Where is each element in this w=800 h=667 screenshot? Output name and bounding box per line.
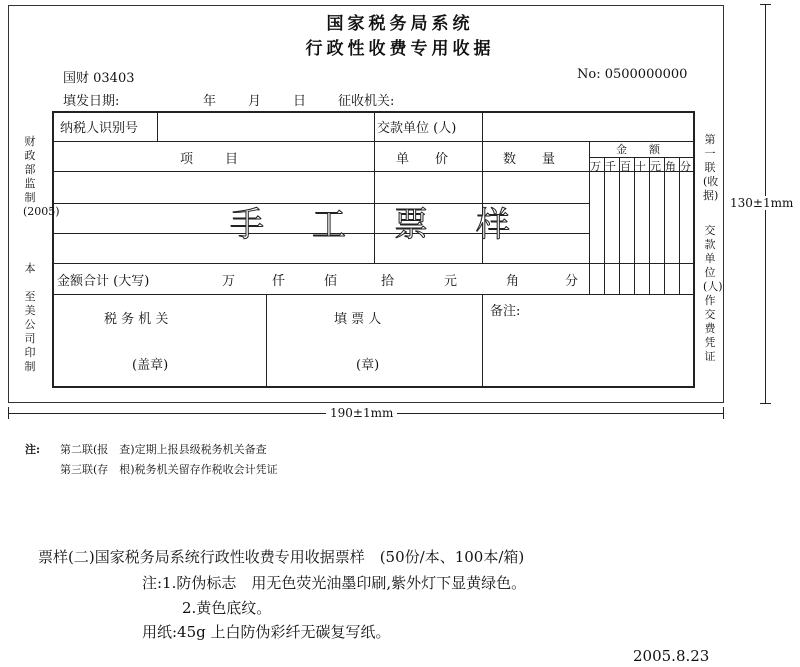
taxpayer-id-label: 纳税人识别号 — [60, 121, 139, 136]
notes-line1: 第二联(报 查)定期上报县级税务机关备查 — [60, 443, 267, 456]
left-margin-mid: 本 — [24, 262, 36, 275]
total-unit-shi: 拾 — [381, 274, 395, 289]
total-unit-yuan: 元 — [444, 274, 458, 289]
caption-line2: 注:1.防伪标志 用无色荧光油墨印刷,紫外灯下显黄绿色。 — [142, 574, 527, 592]
width-dim-tick-right — [723, 407, 724, 419]
title-line2: 行政性收费专用收据 — [305, 39, 495, 59]
total-unit-jiao: 角 — [506, 274, 520, 289]
amount-label: 金 额 — [616, 143, 660, 156]
issue-date-label: 填发日期: — [63, 94, 120, 109]
stamp-char-1: 手 — [230, 205, 264, 245]
unit-yuan: 元 — [650, 160, 661, 173]
caption-line4: 用纸:45g 上白防伪彩纤无碳复写纸。 — [142, 623, 391, 641]
notes-label: 注: — [25, 443, 41, 456]
month-label: 月 — [248, 94, 262, 109]
caption-line3: 2.黄色底纹。 — [182, 599, 272, 617]
height-dimension: 130±1mm — [730, 196, 794, 210]
receipt-table — [52, 111, 695, 388]
unit-fen: 分 — [680, 160, 691, 173]
unit-price-label: 单 价 — [396, 152, 449, 167]
item-label: 项 目 — [180, 152, 241, 167]
height-dim-tick-top — [760, 4, 771, 5]
form-code: 国财 03403 — [63, 71, 135, 86]
year-label: 年 — [203, 94, 217, 109]
width-dimension: 190±1mm — [326, 406, 397, 420]
title-line1: 国家税务局系统 — [326, 14, 474, 34]
unit-jiao: 角 — [665, 160, 676, 173]
stamp-char-4: 样 — [476, 205, 510, 245]
total-unit-bai: 佰 — [324, 274, 338, 289]
day-label: 日 — [293, 94, 307, 109]
stamp-char-3: 票 — [394, 205, 428, 245]
quantity-label: 数 量 — [503, 152, 556, 167]
left-margin-top: 财政部监制(2005) — [23, 135, 60, 218]
serial-number: No: 0500000000 — [577, 67, 688, 82]
stamp-char-2: 工 — [312, 205, 346, 245]
right-margin-bottom: 交款单位(人)作交费凭证 — [703, 224, 723, 363]
total-unit-fen: 分 — [565, 274, 579, 289]
total-unit-qian: 仟 — [272, 274, 286, 289]
unit-wan: 万 — [590, 160, 601, 173]
payer-label: 交款单位 (人) — [377, 121, 457, 136]
right-margin-top: 第一联(收据) — [703, 133, 719, 202]
seal-label: (盖章) — [132, 358, 169, 373]
filler-seal-label: (章) — [356, 358, 380, 373]
remarks-label: 备注: — [490, 304, 521, 319]
height-dim-tick-bottom — [760, 403, 771, 404]
notes-line2: 第三联(存 根)税务机关留存作税收会计凭证 — [60, 463, 278, 476]
total-label: 金额合计 (大写) — [57, 274, 150, 289]
caption-date: 2005.8.23 — [633, 647, 710, 665]
caption-line1: 票样(二)国家税务局系统行政性收费专用收据票样 (50份/本、100本/箱) — [38, 548, 525, 566]
total-unit-wan: 万 — [222, 274, 236, 289]
unit-qian: 千 — [605, 160, 616, 173]
tax-office-label: 税 务 机 关 — [104, 312, 169, 327]
width-dim-tick-left — [8, 407, 9, 419]
unit-shi: 十 — [635, 160, 646, 173]
filler-label: 填 票 人 — [334, 312, 382, 327]
left-margin-bottom: 至美公司印制 — [24, 290, 36, 373]
unit-bai: 百 — [620, 160, 631, 173]
collector-label: 征收机关: — [338, 94, 395, 109]
